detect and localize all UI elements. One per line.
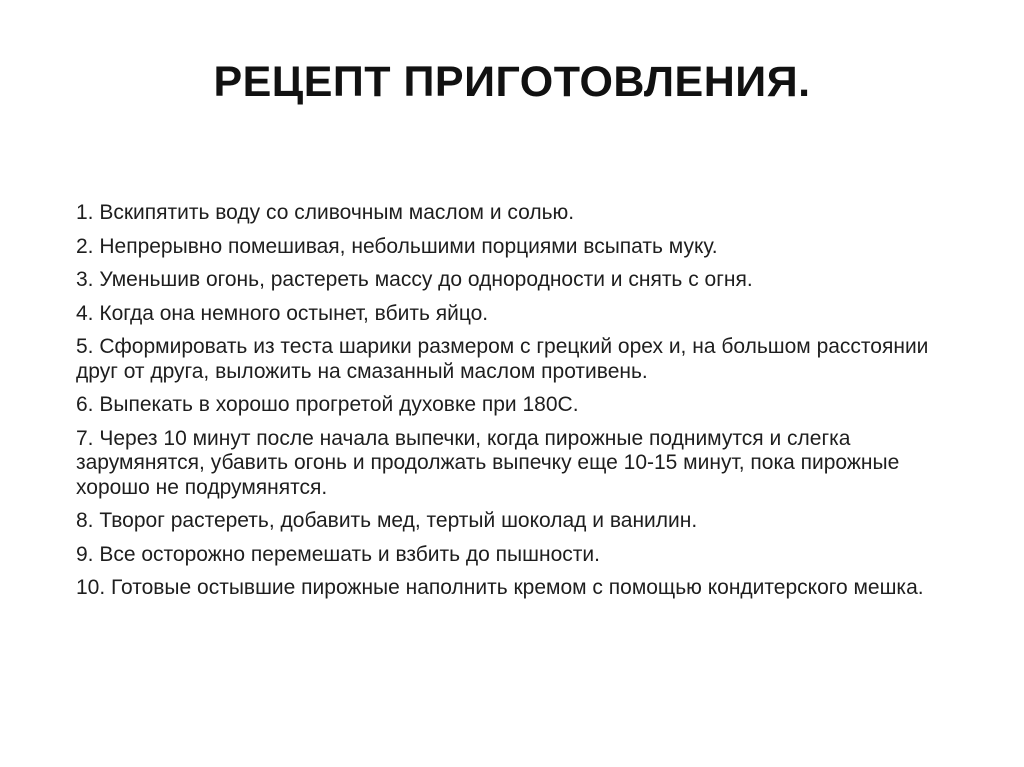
recipe-steps-list: [76, 201, 946, 610]
recipe-step-7: 7. Через 10 минут после начала выпечки, когда пирожные поднимутся и слегка зарумянятся, убавить огонь и продолжать выпечку еще 10-15 минут, пока пирожные хорошо не подрумянятся.: [76, 426, 900, 499]
recipe-step-5: 5. Сформировать из теста шарики размером с грецкий орех и, на большом расстоянии друг от друга, выложить на смазанный маслом противень.: [76, 335, 929, 383]
recipe-step-10: 10. Готовые остывшие пирожные наполнить кремом с помощью кондитерского мешка.: [76, 576, 924, 599]
recipe-step-9: 9. Все осторожно перемешать и взбить до пышности.: [76, 542, 600, 566]
slide-title: РЕЦЕПТ ПРИГОТОВЛЕНИЯ.: [213, 58, 811, 106]
recipe-step-4: 4. Когда она немного остынет, вбить яйцо.: [76, 301, 489, 325]
recipe-step-1: 1. Вскипятить воду со сливочным маслом и солью.: [76, 201, 575, 224]
recipe-step-8: 8. Творог растереть, добавить мед, тертый шоколад и ванилин.: [76, 509, 698, 532]
recipe-step-3: 3. Уменьшив огонь, растереть массу до однородности и снять с огня.: [76, 268, 753, 291]
recipe-step-6: 6. Выпекать в хорошо прогретой духовке при 180С.: [76, 393, 579, 416]
recipe-step-2: 2. Непрерывно помешивая, небольшими порциями всыпать муку.: [76, 234, 718, 258]
